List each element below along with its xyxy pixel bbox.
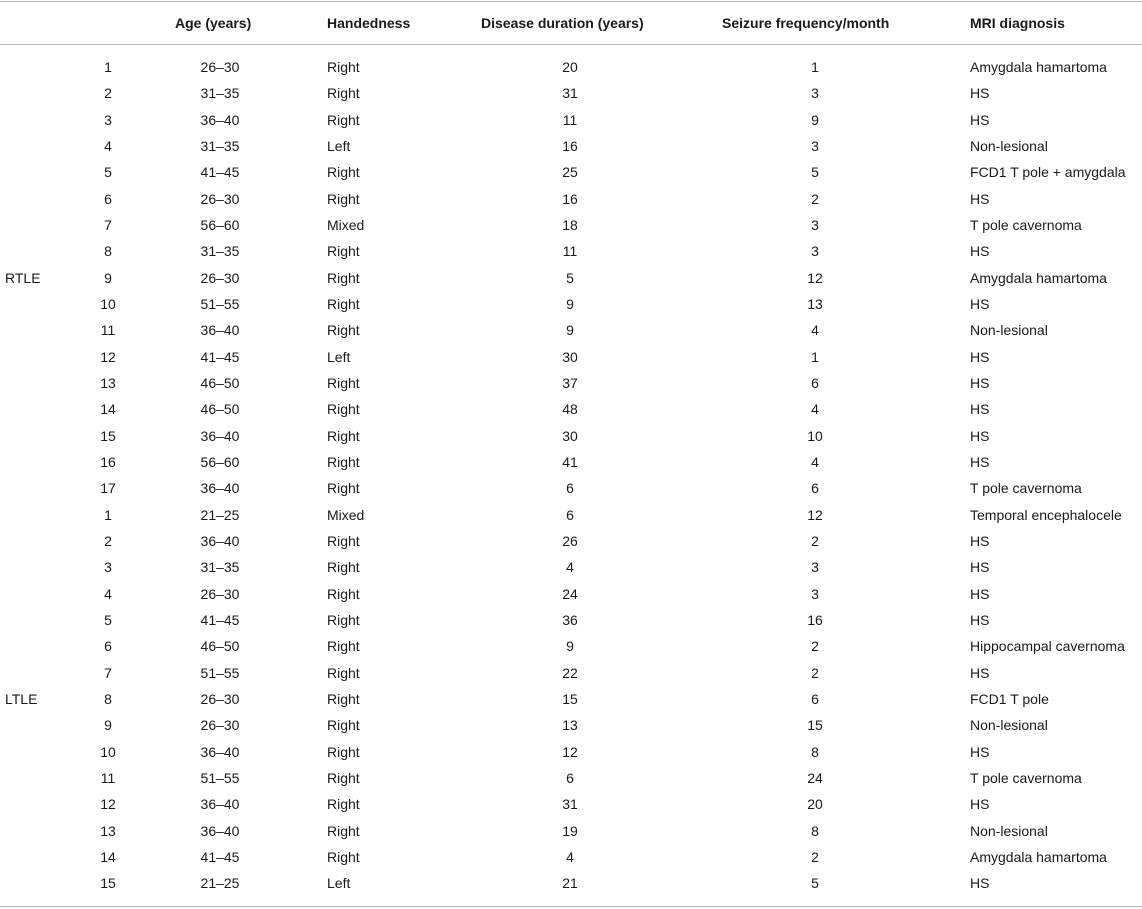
table-bottom-rule xyxy=(0,906,1142,907)
frequency-cell: 3 xyxy=(811,85,819,102)
patient-number: 2 xyxy=(104,532,112,549)
duration-cell: 30 xyxy=(562,348,578,365)
age-cell: 36–40 xyxy=(200,111,240,128)
patient-number: 12 xyxy=(100,796,116,813)
age-cell: 36–40 xyxy=(200,822,240,839)
mri-cell: Non-lesional xyxy=(970,717,1048,734)
age-cell: 51–55 xyxy=(200,664,240,681)
duration-cell: 48 xyxy=(562,401,578,418)
handedness-cell: Right xyxy=(327,269,360,286)
age-cell: 26–30 xyxy=(200,59,240,75)
duration-cell: 9 xyxy=(566,295,574,312)
age-cell: 36–40 xyxy=(200,322,240,339)
handedness-cell: Right xyxy=(327,796,360,813)
mri-cell: HS xyxy=(970,532,990,549)
mri-cell: HS xyxy=(970,453,990,470)
age-cell: 26–30 xyxy=(200,190,240,207)
handedness-cell: Right xyxy=(327,822,360,839)
mri-cell: HS xyxy=(970,585,990,602)
patient-number: 1 xyxy=(104,506,112,523)
handedness-cell: Left xyxy=(327,137,351,154)
handedness-cell: Right xyxy=(327,85,360,102)
mri-cell: HS xyxy=(970,427,990,444)
handedness-cell: Right xyxy=(327,638,360,655)
duration-cell: 18 xyxy=(562,216,578,233)
duration-cell: 26 xyxy=(562,532,578,549)
mri-cell: Amygdala hamartoma xyxy=(970,269,1107,286)
handedness-cell: Right xyxy=(327,401,360,418)
patient-number: 10 xyxy=(100,295,116,312)
header-disease-duration: Disease duration (years) xyxy=(481,15,644,31)
age-cell: 36–40 xyxy=(200,532,240,549)
frequency-cell: 3 xyxy=(811,137,819,154)
duration-cell: 5 xyxy=(566,269,574,286)
frequency-cell: 8 xyxy=(811,743,819,760)
duration-cell: 19 xyxy=(562,822,578,839)
handedness-cell: Right xyxy=(327,427,360,444)
frequency-cell: 4 xyxy=(811,401,819,418)
duration-cell: 30 xyxy=(562,427,578,444)
handedness-cell: Left xyxy=(327,348,351,365)
patient-number: 12 xyxy=(100,348,116,365)
patient-number: 9 xyxy=(104,269,112,286)
handedness-cell: Right xyxy=(327,190,360,207)
mri-cell: Non-lesional xyxy=(970,822,1048,839)
frequency-cell: 2 xyxy=(811,532,819,549)
handedness-cell: Right xyxy=(327,585,360,602)
frequency-cell: 1 xyxy=(811,59,819,75)
age-cell: 51–55 xyxy=(200,295,240,312)
age-cell: 36–40 xyxy=(200,743,240,760)
duration-cell: 4 xyxy=(566,559,574,576)
frequency-cell: 12 xyxy=(807,506,823,523)
mri-cell: Temporal encephalocele xyxy=(970,506,1122,523)
patient-number: 11 xyxy=(100,322,116,339)
frequency-cell: 24 xyxy=(807,769,823,786)
patient-number: 6 xyxy=(104,638,112,655)
patient-number: 8 xyxy=(104,690,112,707)
header-seizure-frequency: Seizure frequency/month xyxy=(722,15,890,31)
mri-cell: HS xyxy=(970,796,990,813)
mri-cell: T pole cavernoma xyxy=(970,216,1082,233)
duration-cell: 41 xyxy=(562,453,578,470)
age-cell: 31–35 xyxy=(200,85,240,102)
patient-number: 14 xyxy=(100,401,116,418)
patient-number: 7 xyxy=(104,216,112,233)
duration-cell: 37 xyxy=(562,374,578,391)
handedness-cell: Mixed xyxy=(327,506,365,523)
handedness-cell: Left xyxy=(327,875,351,892)
handedness-cell: Right xyxy=(327,769,360,786)
mri-cell: Amygdala hamartoma xyxy=(970,848,1107,865)
mri-cell: HS xyxy=(970,664,990,681)
handedness-cell: Right xyxy=(327,559,360,576)
handedness-cell: Right xyxy=(327,164,360,181)
header-handedness: Handedness xyxy=(327,15,411,31)
frequency-cell: 20 xyxy=(807,796,823,813)
duration-cell: 12 xyxy=(562,743,578,760)
patient-number: 17 xyxy=(100,480,116,497)
frequency-cell: 3 xyxy=(811,216,819,233)
patient-number: 11 xyxy=(100,769,116,786)
handedness-cell: Right xyxy=(327,717,360,734)
frequency-cell: 1 xyxy=(811,348,819,365)
frequency-cell: 3 xyxy=(811,243,819,260)
mri-cell: HS xyxy=(970,611,990,628)
frequency-cell: 5 xyxy=(811,875,819,892)
handedness-cell: Right xyxy=(327,690,360,707)
patient-number: 7 xyxy=(104,664,112,681)
frequency-cell: 5 xyxy=(811,164,819,181)
age-cell: 41–45 xyxy=(200,348,240,365)
patient-number: 9 xyxy=(104,717,112,734)
patient-number: 4 xyxy=(104,137,112,154)
duration-cell: 20 xyxy=(562,59,578,75)
mri-cell: HS xyxy=(970,559,990,576)
patient-number: 3 xyxy=(104,559,112,576)
handedness-cell: Right xyxy=(327,111,360,128)
patient-number: 15 xyxy=(100,427,116,444)
patient-number: 5 xyxy=(104,164,112,181)
duration-cell: 6 xyxy=(566,506,574,523)
frequency-cell: 12 xyxy=(807,269,823,286)
frequency-cell: 4 xyxy=(811,453,819,470)
mri-cell: HS xyxy=(970,374,990,391)
age-cell: 51–55 xyxy=(200,769,240,786)
handedness-cell: Mixed xyxy=(327,216,365,233)
duration-cell: 16 xyxy=(562,137,578,154)
handedness-cell: Right xyxy=(327,848,360,865)
mri-cell: HS xyxy=(970,295,990,312)
duration-cell: 22 xyxy=(562,664,578,681)
patient-number: 10 xyxy=(100,743,116,760)
patient-number: 2 xyxy=(104,85,112,102)
frequency-cell: 13 xyxy=(807,295,823,312)
mri-cell: HS xyxy=(970,348,990,365)
frequency-cell: 6 xyxy=(811,374,819,391)
age-cell: 46–50 xyxy=(200,401,240,418)
mri-cell: FCD1 T pole + amygdala xyxy=(970,164,1126,181)
handedness-cell: Right xyxy=(327,480,360,497)
frequency-cell: 2 xyxy=(811,664,819,681)
handedness-cell: Right xyxy=(327,322,360,339)
duration-cell: 31 xyxy=(562,796,578,813)
frequency-cell: 9 xyxy=(811,111,819,128)
mri-cell: HS xyxy=(970,190,990,207)
table-top-rule xyxy=(0,1,1142,2)
mri-cell: T pole cavernoma xyxy=(970,769,1082,786)
age-cell: 36–40 xyxy=(200,427,240,444)
mri-cell: HS xyxy=(970,401,990,418)
age-cell: 41–45 xyxy=(200,848,240,865)
frequency-cell: 8 xyxy=(811,822,819,839)
handedness-cell: Right xyxy=(327,59,360,75)
duration-cell: 9 xyxy=(566,638,574,655)
age-cell: 26–30 xyxy=(200,717,240,734)
duration-cell: 16 xyxy=(562,190,578,207)
duration-cell: 31 xyxy=(562,85,578,102)
frequency-cell: 4 xyxy=(811,322,819,339)
age-cell: 21–25 xyxy=(200,875,240,892)
header-mri-diagnosis: MRI diagnosis xyxy=(970,15,1065,31)
patient-number: 6 xyxy=(104,190,112,207)
duration-cell: 6 xyxy=(566,769,574,786)
mri-cell: T pole cavernoma xyxy=(970,480,1082,497)
frequency-cell: 3 xyxy=(811,559,819,576)
header-rule xyxy=(0,44,1142,45)
duration-cell: 11 xyxy=(562,111,578,128)
age-cell: 36–40 xyxy=(200,480,240,497)
frequency-cell: 6 xyxy=(811,480,819,497)
patient-number: 4 xyxy=(104,585,112,602)
age-cell: 26–30 xyxy=(200,269,240,286)
duration-cell: 13 xyxy=(562,717,578,734)
patient-number: 1 xyxy=(104,59,112,75)
age-cell: 46–50 xyxy=(200,374,240,391)
mri-cell: HS xyxy=(970,243,990,260)
age-cell: 31–35 xyxy=(200,559,240,576)
patient-number: 13 xyxy=(100,822,116,839)
age-cell: 31–35 xyxy=(200,137,240,154)
age-cell: 56–60 xyxy=(200,216,240,233)
frequency-cell: 3 xyxy=(811,585,819,602)
handedness-cell: Right xyxy=(327,743,360,760)
mri-cell: HS xyxy=(970,111,990,128)
mri-cell: Non-lesional xyxy=(970,137,1048,154)
mri-cell: Non-lesional xyxy=(970,322,1048,339)
age-cell: 31–35 xyxy=(200,243,240,260)
duration-cell: 9 xyxy=(566,322,574,339)
duration-cell: 36 xyxy=(562,611,578,628)
handedness-cell: Right xyxy=(327,611,360,628)
patient-number: 14 xyxy=(100,848,116,865)
age-cell: 26–30 xyxy=(200,585,240,602)
group-label: RTLE xyxy=(5,269,41,286)
patient-number: 15 xyxy=(100,875,116,892)
handedness-cell: Right xyxy=(327,532,360,549)
mri-cell: HS xyxy=(970,743,990,760)
age-cell: 26–30 xyxy=(200,690,240,707)
handedness-cell: Right xyxy=(327,295,360,312)
handedness-cell: Right xyxy=(327,243,360,260)
age-cell: 56–60 xyxy=(200,453,240,470)
patient-number: 3 xyxy=(104,111,112,128)
patient-number: 16 xyxy=(100,453,116,470)
header-age: Age (years) xyxy=(175,15,252,31)
frequency-cell: 16 xyxy=(807,611,823,628)
age-cell: 41–45 xyxy=(200,611,240,628)
frequency-cell: 6 xyxy=(811,690,819,707)
duration-cell: 24 xyxy=(562,585,578,602)
duration-cell: 15 xyxy=(562,690,578,707)
mri-cell: HS xyxy=(970,85,990,102)
frequency-cell: 10 xyxy=(807,427,823,444)
frequency-cell: 2 xyxy=(811,848,819,865)
age-cell: 21–25 xyxy=(200,506,240,523)
patient-number: 13 xyxy=(100,374,116,391)
age-cell: 41–45 xyxy=(200,164,240,181)
handedness-cell: Right xyxy=(327,453,360,470)
handedness-cell: Right xyxy=(327,664,360,681)
age-cell: 46–50 xyxy=(200,638,240,655)
mri-cell: Amygdala hamartoma xyxy=(970,59,1107,75)
duration-cell: 6 xyxy=(566,480,574,497)
age-cell: 36–40 xyxy=(200,796,240,813)
patient-number: 8 xyxy=(104,243,112,260)
mri-cell: HS xyxy=(970,875,990,892)
mri-cell: Hippocampal cavernoma xyxy=(970,638,1125,655)
duration-cell: 11 xyxy=(562,243,578,260)
duration-cell: 21 xyxy=(562,875,578,892)
duration-cell: 4 xyxy=(566,848,574,865)
group-label: LTLE xyxy=(5,690,38,707)
patient-number: 5 xyxy=(104,611,112,628)
mri-cell: FCD1 T pole xyxy=(970,690,1049,707)
frequency-cell: 2 xyxy=(811,190,819,207)
handedness-cell: Right xyxy=(327,374,360,391)
frequency-cell: 15 xyxy=(807,717,823,734)
frequency-cell: 2 xyxy=(811,638,819,655)
duration-cell: 25 xyxy=(562,164,578,181)
